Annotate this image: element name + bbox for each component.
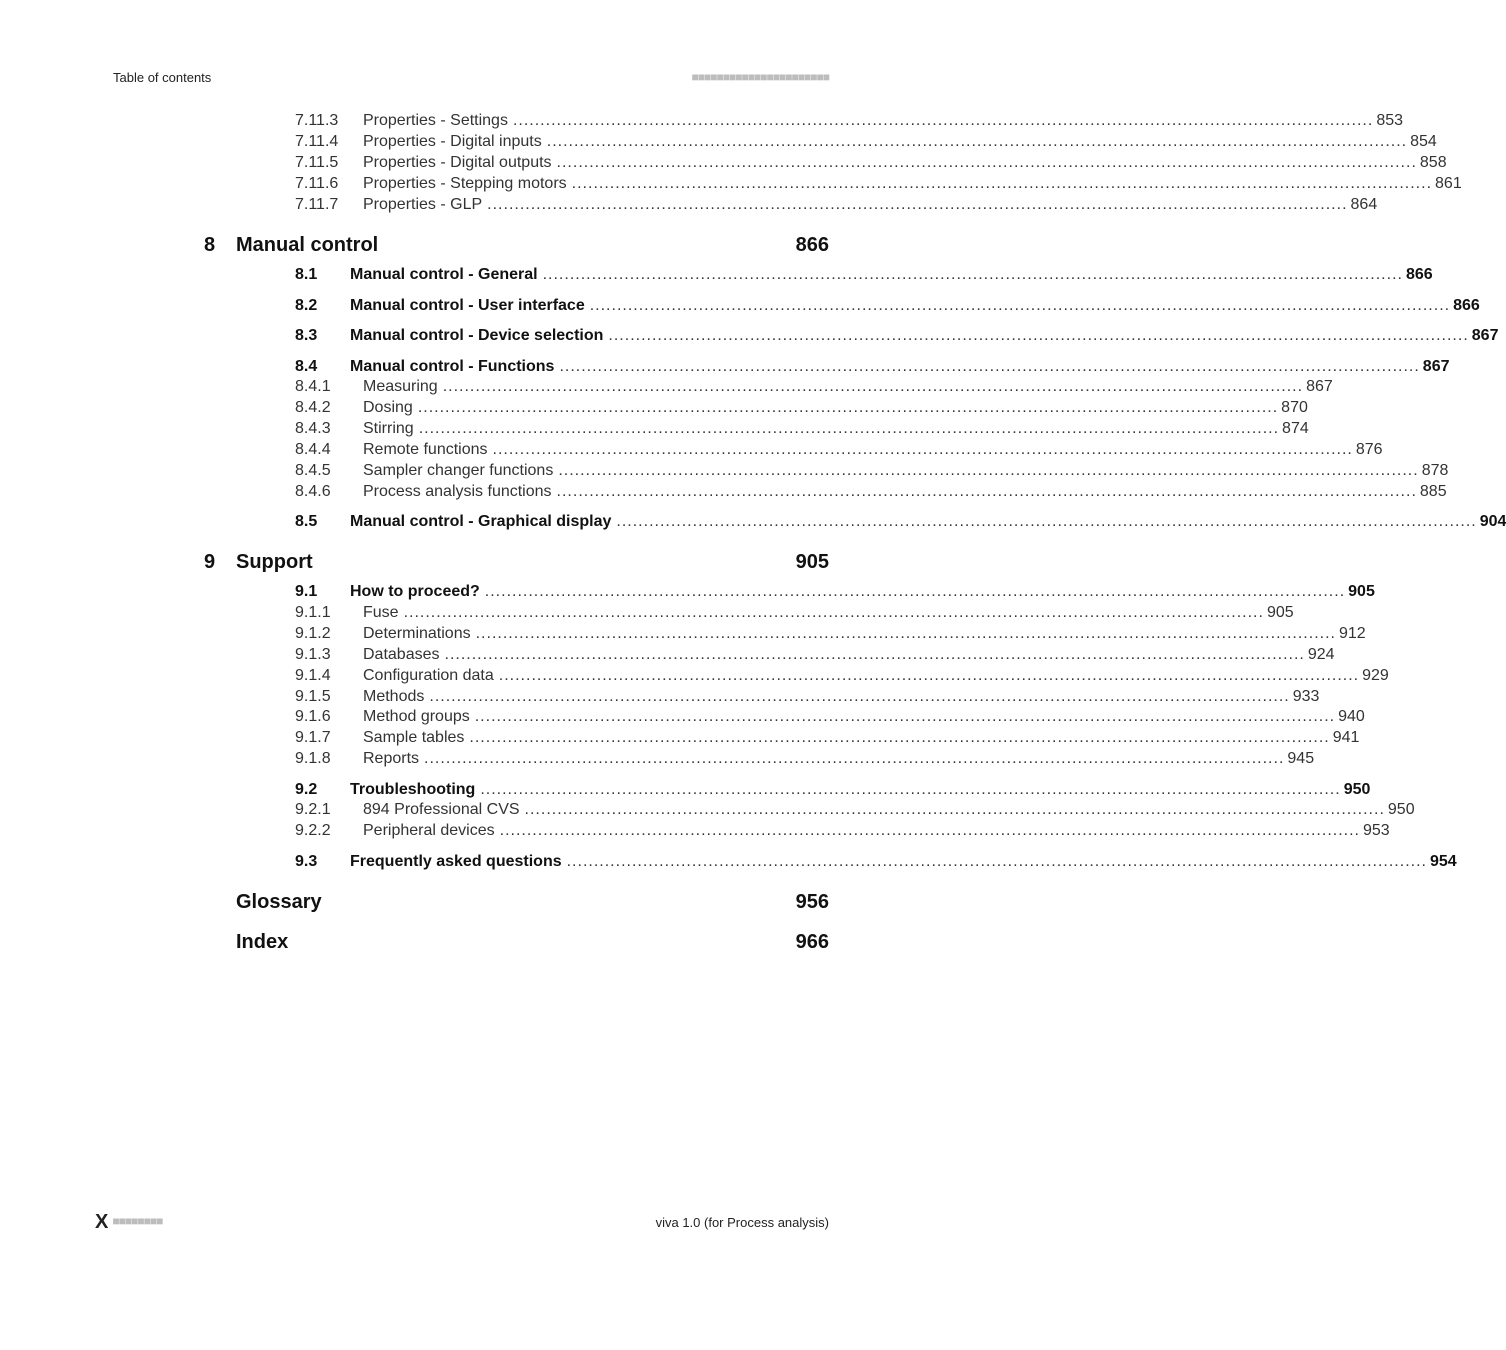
toc-entry-title: Manual control — [236, 234, 379, 256]
toc-entry-title: Peripheral devices — [363, 822, 495, 839]
toc-entry-title: Properties - Stepping motors — [363, 175, 567, 192]
toc-entry-sec[interactable] — [295, 266, 1433, 288]
toc-entry-page: 912 — [1338, 625, 1366, 642]
toc-entry-page: 933 — [1292, 688, 1320, 705]
toc-entry-sub[interactable] — [295, 646, 1335, 668]
toc-dot-leader: .............................................................................................................................................................. — [480, 781, 1341, 798]
toc-entry-page: 929 — [1362, 667, 1389, 684]
toc-dot-leader: .............................................................................................................................................................. — [469, 729, 1330, 746]
toc-dot-leader: .............................................................................................................................................................. — [492, 441, 1353, 458]
toc-entry-number: 8 — [204, 234, 216, 256]
toc-entry-title: Properties - Digital inputs — [363, 133, 542, 150]
toc-entry-title: 894 Professional CVS — [363, 801, 520, 818]
toc-entry-title: Properties - GLP — [363, 196, 483, 213]
toc-dot-leader: .............................................................................................................................................................. — [442, 378, 1304, 395]
toc-entry-page: 905 — [1348, 583, 1375, 600]
toc-entry-sec[interactable] — [295, 358, 1450, 380]
toc-entry-sub[interactable] — [295, 822, 1390, 844]
toc-entry-page: 861 — [1435, 175, 1462, 192]
toc-entry-title: Method groups — [363, 708, 470, 725]
toc-entry-title: Properties - Settings — [363, 112, 508, 129]
toc-dot-leader: .............................................................................................................................................................. — [616, 513, 1477, 530]
toc-entry-page: 866 — [1453, 297, 1480, 314]
toc-entry-number: 9.1 — [295, 583, 318, 600]
toc-entry-page: 924 — [1307, 646, 1335, 663]
toc-entry-title: Determinations — [363, 625, 471, 642]
toc-entry-sec[interactable] — [295, 327, 1499, 349]
toc-entry-page: 866 — [795, 234, 829, 256]
toc-entry-page: 904 — [1479, 513, 1506, 530]
toc-entry-sub[interactable] — [295, 399, 1308, 421]
toc-entry-number: 9.1.7 — [295, 729, 331, 746]
toc-entry-page: 941 — [1332, 729, 1360, 746]
toc-entry-number: 8.2 — [295, 297, 318, 314]
toc-entry-sub[interactable] — [295, 441, 1383, 463]
toc-entry-title: Fuse — [363, 604, 399, 621]
toc-entry-page: 854 — [1410, 133, 1437, 150]
toc-entry-sub[interactable] — [295, 154, 1447, 176]
toc-entry-title: Index — [236, 931, 289, 953]
toc-dot-leader: .............................................................................................................................................................. — [474, 708, 1336, 725]
toc-dot-leader: .............................................................................................................................................................. — [546, 133, 1408, 150]
document-title: viva 1.0 (for Process analysis) — [655, 1215, 829, 1230]
toc-dot-leader: .............................................................................................................................................................. — [444, 646, 1305, 663]
toc-entry-page: 853 — [1376, 112, 1404, 129]
toc-entry-title: Databases — [363, 646, 440, 663]
toc-dot-leader: .............................................................................................................................................................. — [403, 604, 1264, 621]
toc-dot-leader: .............................................................................................................................................................. — [487, 196, 1348, 213]
toc-entry-page: 866 — [1405, 266, 1433, 283]
toc-entry-title: Troubleshooting — [350, 781, 476, 798]
toc-entry-title: Process analysis functions — [363, 483, 552, 500]
toc-entry-page: 954 — [1429, 853, 1457, 870]
toc-entry-number: 8.3 — [295, 327, 318, 344]
toc-entry-number: 9.3 — [295, 853, 318, 870]
toc-entry-title: Remote functions — [363, 441, 488, 458]
toc-entry-chap[interactable] — [204, 891, 829, 919]
toc-entry-page: 956 — [795, 891, 829, 913]
toc-entry-page: 858 — [1419, 154, 1447, 171]
toc-dot-leader: .............................................................................................................................................................. — [542, 266, 1403, 283]
toc-entry-number: 9.1.2 — [295, 625, 331, 642]
toc-entry-number: 9.1.6 — [295, 708, 331, 725]
toc-dot-leader: .............................................................................................................................................................. — [524, 801, 1385, 818]
toc-entry-title: Manual control - Functions — [350, 358, 555, 375]
toc-entry-number: 9.1.8 — [295, 750, 331, 767]
toc-entry-page: 867 — [1306, 378, 1333, 395]
toc-entry-number: 9.1.5 — [295, 688, 331, 705]
page-number-letter: X — [95, 1211, 109, 1233]
toc-entry-page: 905 — [1266, 604, 1294, 621]
toc-entry-sub[interactable] — [295, 196, 1378, 218]
toc-entry-sub[interactable] — [295, 667, 1389, 689]
toc-entry-chap[interactable] — [204, 234, 829, 262]
toc-entry-sec[interactable] — [295, 583, 1375, 605]
toc-entry-page: 953 — [1362, 822, 1390, 839]
toc-entry-number: 8.4.2 — [295, 399, 331, 416]
toc-entry-page: 878 — [1421, 462, 1449, 479]
toc-entry-page: 945 — [1287, 750, 1315, 767]
toc-entry-sub[interactable] — [295, 625, 1366, 647]
toc-entry-title: Manual control - User interface — [350, 297, 585, 314]
toc-entry-chap[interactable] — [204, 551, 829, 579]
toc-entry-number: 8.4.1 — [295, 378, 331, 395]
toc-dot-leader: .............................................................................................................................................................. — [424, 750, 1285, 767]
toc-entry-title: Sampler changer functions — [363, 462, 554, 479]
toc-entry-number: 8.4.5 — [295, 462, 331, 479]
toc-entry-page: 867 — [1422, 358, 1450, 375]
toc-entry-title: Frequently asked questions — [350, 853, 562, 870]
toc-entry-title: Reports — [363, 750, 420, 767]
toc-entry-sub[interactable] — [295, 750, 1315, 772]
toc-entry-number: 9.1.4 — [295, 667, 331, 684]
toc-dot-leader: .............................................................................................................................................................. — [417, 399, 1279, 416]
toc-dot-leader: .............................................................................................................................................................. — [484, 583, 1346, 600]
toc-entry-page: 940 — [1338, 708, 1365, 725]
toc-dot-leader: .............................................................................................................................................................. — [559, 358, 1420, 375]
toc-entry-number: 8.5 — [295, 513, 318, 530]
toc-entry-title: Sample tables — [363, 729, 465, 746]
toc-dot-leader: .............................................................................................................................................................. — [498, 667, 1360, 684]
toc-entry-sec[interactable] — [295, 781, 1371, 803]
toc-entry-number: 9.1.3 — [295, 646, 331, 663]
toc-entry-page: 885 — [1419, 483, 1447, 500]
toc-entry-page: 867 — [1471, 327, 1499, 344]
toc-entry-title: Dosing — [363, 399, 413, 416]
toc-entry-sub[interactable] — [295, 729, 1360, 751]
toc-entry-title: Stirring — [363, 420, 414, 437]
toc-entry-number: 9.2.2 — [295, 822, 331, 839]
toc-entry-number: 9.2.1 — [295, 801, 331, 818]
toc-entry-sub[interactable] — [295, 801, 1415, 823]
toc-entry-number: 8.4 — [295, 358, 318, 375]
toc-entry-sub[interactable] — [295, 378, 1333, 400]
toc-entry-page: 864 — [1350, 196, 1378, 213]
toc-entry-number: 9 — [204, 551, 216, 573]
footer-decoration: ■■■■■■■■ — [112, 1214, 163, 1228]
toc-entry-page: 905 — [795, 551, 829, 573]
toc-entry-number: 9.2 — [295, 781, 318, 798]
toc-entry-sub[interactable] — [295, 112, 1404, 134]
toc-entry-title: Glossary — [236, 891, 322, 913]
toc-dot-leader: .............................................................................................................................................................. — [499, 822, 1360, 839]
toc-entry-title: How to proceed? — [350, 583, 480, 600]
toc-entry-title: Manual control - Graphical display — [350, 513, 612, 530]
toc-entry-sub[interactable] — [295, 175, 1462, 197]
toc-entry-sub[interactable] — [295, 133, 1437, 155]
toc-entry-number: 7.11.4 — [295, 133, 339, 150]
running-header-title: Table of contents — [113, 70, 212, 85]
toc-entry-sub[interactable] — [295, 708, 1365, 730]
toc-entry-number: 8.4.6 — [295, 483, 331, 500]
toc-entry-title: Manual control - General — [350, 266, 538, 283]
toc-entry-title: Properties - Digital outputs — [363, 154, 552, 171]
toc-dot-leader: .............................................................................................................................................................. — [556, 154, 1417, 171]
toc-dot-leader: .............................................................................................................................................................. — [589, 297, 1451, 314]
toc-entry-number: 7.11.5 — [295, 154, 339, 171]
toc-entry-number: 8.4.3 — [295, 420, 331, 437]
toc-dot-leader: .............................................................................................................................................................. — [566, 853, 1427, 870]
toc-entry-number: 7.11.3 — [295, 112, 339, 129]
toc-entry-title: Methods — [363, 688, 425, 705]
toc-entry-sub[interactable] — [295, 462, 1449, 484]
toc-dot-leader: .............................................................................................................................................................. — [475, 625, 1336, 642]
toc-entry-title: Manual control - Device selection — [350, 327, 604, 344]
toc-entry-number: 8.1 — [295, 266, 318, 283]
toc-entry-sub[interactable] — [295, 688, 1320, 710]
toc-entry-title: Configuration data — [363, 667, 494, 684]
toc-entry-title: Support — [236, 551, 313, 573]
toc-dot-leader: .............................................................................................................................................................. — [512, 112, 1374, 129]
toc-entry-chap[interactable] — [204, 931, 829, 959]
toc-dot-leader: .............................................................................................................................................................. — [429, 688, 1290, 705]
toc-entry-page: 876 — [1355, 441, 1383, 458]
page-number — [95, 1211, 162, 1234]
toc-entry-number: 7.11.7 — [295, 196, 339, 213]
toc-entry-sec[interactable] — [295, 513, 1506, 535]
toc-entry-page: 870 — [1281, 399, 1308, 416]
toc-entry-sub[interactable] — [295, 604, 1294, 626]
toc-entry-title: Measuring — [363, 378, 438, 395]
toc-entry-number: 9.1.1 — [295, 604, 331, 621]
toc-entry-page: 874 — [1282, 420, 1309, 437]
toc-entry-page: 966 — [795, 931, 829, 953]
toc-entry-sec[interactable] — [295, 297, 1480, 319]
toc-entry-sub[interactable] — [295, 483, 1447, 505]
toc-entry-sub[interactable] — [295, 420, 1309, 442]
toc-dot-leader: .............................................................................................................................................................. — [556, 483, 1417, 500]
toc-entry-page: 950 — [1343, 781, 1371, 798]
toc-dot-leader: .............................................................................................................................................................. — [558, 462, 1419, 479]
toc-entry-page: 950 — [1387, 801, 1415, 818]
toc-dot-leader: .............................................................................................................................................................. — [608, 327, 1469, 344]
toc-dot-leader: .............................................................................................................................................................. — [418, 420, 1280, 437]
toc-entry-number: 7.11.6 — [295, 175, 339, 192]
header-decoration: ■■■■■■■■■■■■■■■■■■■■■■ — [691, 70, 829, 84]
toc-entry-number: 8.4.4 — [295, 441, 331, 458]
toc-dot-leader: .............................................................................................................................................................. — [571, 175, 1433, 192]
toc-entry-sec[interactable] — [295, 853, 1457, 875]
